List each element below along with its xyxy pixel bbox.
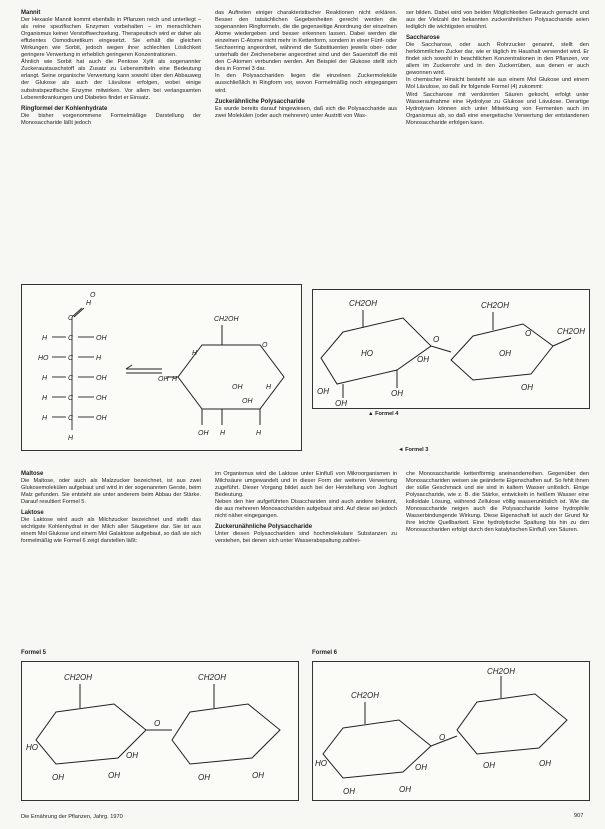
paragraph: im Organismus wird die Laktose unter Einfluß von Mikroorganismen in Milchsäure umgewandelt und in dieser Form der weiteren Verwertung zugeführt. Dieser Vorgang bildet auch bei der Herstellung von Joghurt Bedeutung. [215, 471, 397, 499]
formula-label: OH [126, 751, 138, 760]
formula-label: OH [399, 785, 411, 794]
formula-label: OH [391, 389, 403, 398]
formula-label: OH [343, 787, 355, 796]
formula-3-figure [21, 284, 302, 451]
formula-label: CH2OH [198, 673, 227, 682]
formula-3-caption: ◄ Formel 3 [398, 447, 429, 453]
section-heading: Zuckerähnliche Polysaccharide [215, 98, 305, 105]
formula-5-diagram [22, 662, 298, 800]
formula-label: OH [108, 771, 120, 780]
formula-label: OH [417, 355, 429, 364]
formula-label: OH [521, 383, 533, 392]
formula-label: H [42, 375, 48, 382]
paragraph: Ähnlich wie Sorbit hat auch die Pentose Xylit als sogenannter Zuckeraustauschstoff als Zusatz zu Lebensmitteln eine Bedeutung erlangt. Seine organische Verwertung kann sowohl über den Abbauweg der Glukose als auch der Lävulose erfolgen, wobei einige substratspezifische Enzyme mitwirken. Vor allem bei verlangsamten Leberentkrankungen und Diabetes findet er Einsatz. [21, 59, 201, 101]
paragraph: Neben den hier aufgeführten Disacchariden sind auch andere bekannt, die aus mehreren Monosacchariden aufgebaut sind. Auf diese sei jedoch nicht näher eingegangen. [215, 499, 397, 520]
formula-label: H [42, 335, 48, 342]
formula-label: CH2OH [214, 316, 239, 323]
paragraph: che Monosaccharide kettenförmig aneinanderreihen. Gegenüber den Monosacchariden weisen sie geänderte Eigenschaften auf. So fehlt ihnen der süße Geschmack und sie sind in kaltem Wasser unlöslich. Einige Polysaccharide, wie z. B. die Stärke, entwickeln in heißem Wasser eine kolloidale Lösung, während Zellulose völlig wasserunlöslich ist. Wie die Monosaccharide neigen auch die Polysaccharide keine hydrophile Wasserbindungende Wirkung. Diese Eigenschaft ist auch der Grund für ihre leichte Quellbarkeit. Eine hydrolytische Spaltung bis hin zu den Monosacchariden erfolgt durch den katalytischen Einfluß von Säuren. [406, 471, 589, 534]
paragraph: Die Laktose wird auch als Milchzucker bezeichnet und stellt das wichtigste Kohlenhydrat in der Milch aller Säugetiere dar. Sie ist aus einem Mol Glukose und einem Mol Galaktose aufgebaut, so daß sie sich formelmäßig wie Formel 6 zeigt darstellen läßt: [21, 517, 201, 545]
text-column-bottom-2 [215, 471, 397, 545]
formula-label: O [525, 329, 532, 338]
formula-4-diagram [313, 290, 589, 408]
paragraph: Unter diesen Polysacchariden sind hochmolekulare Substanzen zu verstehen, bei denen sich unter Wasserabspaltung zahlrei- [215, 531, 397, 545]
formula-label: C [68, 395, 74, 402]
paragraph: das Auftreten einiger charakteristischer Reaktionen nicht erklären. Besser den tatsächlichen Gegebenheiten gerecht werden die sogenannten Ringformeln, die die gegenseitige Anordnung der einzelnen Atome wiedergeben und besser erkennen lassen. Dabei werden die einzelnen C-Atome nicht mehr in Kettenform, sondern in einer Fünf- oder Sechserring angeordnet, während die Substituenten jeweils ober- oder unterhalb der Zeichenebene angeordnet sind und der Sauerstoff die mit den C-Atomen verbunden werden. Am Beispiel der Glukose stellt sich dies in Formel 3 dar. [215, 10, 397, 73]
formula-4-figure [312, 289, 590, 409]
paragraph: Der Hexaole Mannit kommt ebenfalls in Pflanzen reich und unterliegt – als reine spezifischen Enzymen vorbehalten – im menschlichen Organismus keiner Verstoffwechselung. Therapeutisch wird er daher als effizientes Osmodiuretikum eingesetzt. Sie erhält die gleichen Wirkungen wie Sorbit, jedoch wegen ihrer schlechten Löslichkeit geringere Verwertung in erheblich geringeren Konzentrationen. [21, 17, 201, 59]
formula-label: OH [483, 761, 495, 770]
formula-label: H [220, 430, 226, 437]
formula-label: C [68, 355, 74, 362]
formula-label: OH [335, 399, 347, 408]
formula-label: H [172, 376, 178, 383]
section-heading: Saccharose [406, 35, 440, 42]
formula-label: CH2OH [487, 667, 516, 676]
formula-label: H [96, 355, 102, 362]
formula-label: CH2OH [557, 327, 586, 336]
formula-label: H [266, 384, 272, 391]
formula-5-label: Formel 5 [21, 650, 47, 656]
formula-label: H [42, 415, 48, 422]
paragraph: ser bilden. Dabei wird von beiden Möglichkeiten Gebrauch gemacht und aus der Vielzahl der bekannten zuckerähnlichen Polysaccharide seien lediglich die wichtigsten erwähnt. [406, 10, 589, 31]
formula-label: OH [52, 773, 64, 782]
paragraph: In chemischer Hinsicht besteht sie aus einem Mol Glukose und einem Mol Lävulose, so daß ihr folgende Formel (4) zukommt: [406, 77, 589, 91]
page-number: 907 [574, 813, 584, 819]
formula-label: O [90, 292, 96, 299]
formula-5-figure [21, 661, 299, 801]
formula-label: OH [158, 376, 169, 383]
formula-label: OH [539, 759, 551, 768]
formula-6-diagram [313, 662, 589, 800]
formula-label: HO [38, 355, 49, 362]
text-column-bottom-1 [21, 471, 201, 545]
formula-label: OH [252, 771, 264, 780]
text-column-top-3 [406, 10, 589, 127]
formula-label: OH [198, 773, 210, 782]
formula-label: OH [96, 415, 107, 422]
paragraph: In den Polysacchariden liegen die einzelnen Zuckermoleküle ausschließlich in Ringform vor, wovon Formelmäßig noch eingegangen wird. [215, 73, 397, 94]
paragraph: Es wurde bereits darauf hingewiesen, daß sich die Polysaccharide aus zwei Molekülen (oder auch mehreren) unter Austritt von Was- [215, 105, 397, 119]
formula-label: HO [315, 759, 327, 768]
formula-label: OH [242, 398, 253, 405]
formula-6-label: Formel 6 [312, 650, 338, 656]
section-heading: Ringformel der Kohlenhydrate [21, 105, 108, 112]
formula-label: O [439, 733, 446, 742]
formula-label: C [68, 335, 74, 342]
formula-label: H [42, 395, 48, 402]
formula-label: OH [415, 763, 427, 772]
formula-6-figure [312, 661, 590, 801]
formula-label: OH [198, 430, 209, 437]
formula-label: H [192, 350, 198, 357]
formula-label: H [256, 430, 262, 437]
formula-label: CH2OH [351, 691, 380, 700]
text-column-top-2 [215, 10, 397, 120]
section-heading: Laktose [21, 510, 44, 517]
section-heading: Mannit [21, 10, 41, 16]
formula-label: OH [96, 335, 107, 342]
formula-4-caption: ▲ Formel 4 [368, 411, 399, 417]
formula-label: HO [361, 349, 373, 358]
paragraph: Die bisher vorgenommene Formelmäßige Darstellung der Monosaccharide läßt jedoch [21, 112, 201, 126]
section-heading: Zuckerunähnliche Polysaccharide [215, 524, 313, 531]
formula-label: OH [96, 395, 107, 402]
paragraph: Die Saccharose, oder auch Rohrzucker genannt, stellt den herkömmlichen Zucker dar, wie er täglich im Haushalt verwendet wird. Er findet sich sowohl in beachtlichen Konzentrationen in den Pflanzen, vor allem im Zuckerrohr und in den Zuckerrüben, aus denen er auch gewonnen wird. [406, 42, 589, 77]
formula-label: C [68, 315, 74, 322]
formula-label: OH [317, 387, 329, 396]
section-heading: Maltose [21, 471, 44, 477]
formula-label: CH2OH [64, 673, 93, 682]
formula-label: OH [96, 375, 107, 382]
formula-label: C [68, 415, 74, 422]
paragraph: Wird Saccharose mit verdünnten Säuren gekocht, erfolgt unter Wasseraufnahme eine Hydrolyse zu Glukose und Lävulose. Derartige Hydrolysen können sich unter Mitwirkung von Fermenten auch im Organismus ab, so daß eine energetische Verwertung der entstandenen Monosaccharide erfolgen kann. [406, 91, 589, 126]
formula-label: O [154, 719, 161, 728]
formula-label: CH2OH [481, 301, 510, 310]
formula-label: H [68, 435, 74, 442]
formula-label: O [262, 342, 268, 349]
formula-label: H [86, 300, 92, 307]
formula-label: CH2OH [349, 299, 378, 308]
formula-label: OH [499, 349, 511, 358]
formula-label: C [68, 375, 74, 382]
paragraph: Die Maltose, oder auch als Malzzucker bezeichnet, ist aus zwei Glukosemolekülen aufgebaut und wird in der sogenannten Gerste, beim Malz gefunden. Sie entsteht sie unter anderem beim Abbau der Stärke. Darauf resultiert Formel 5. [21, 478, 201, 506]
formula-3-diagram [22, 285, 301, 450]
formula-label: O [433, 335, 440, 344]
formula-label: HO [26, 743, 38, 752]
text-column-bottom-3 [406, 471, 589, 534]
formula-label: OH [232, 384, 243, 391]
footer-left: Die Ernährung der Pflanzen, Jahrg. 1970 [21, 814, 123, 820]
text-column-top-1 [21, 10, 201, 127]
